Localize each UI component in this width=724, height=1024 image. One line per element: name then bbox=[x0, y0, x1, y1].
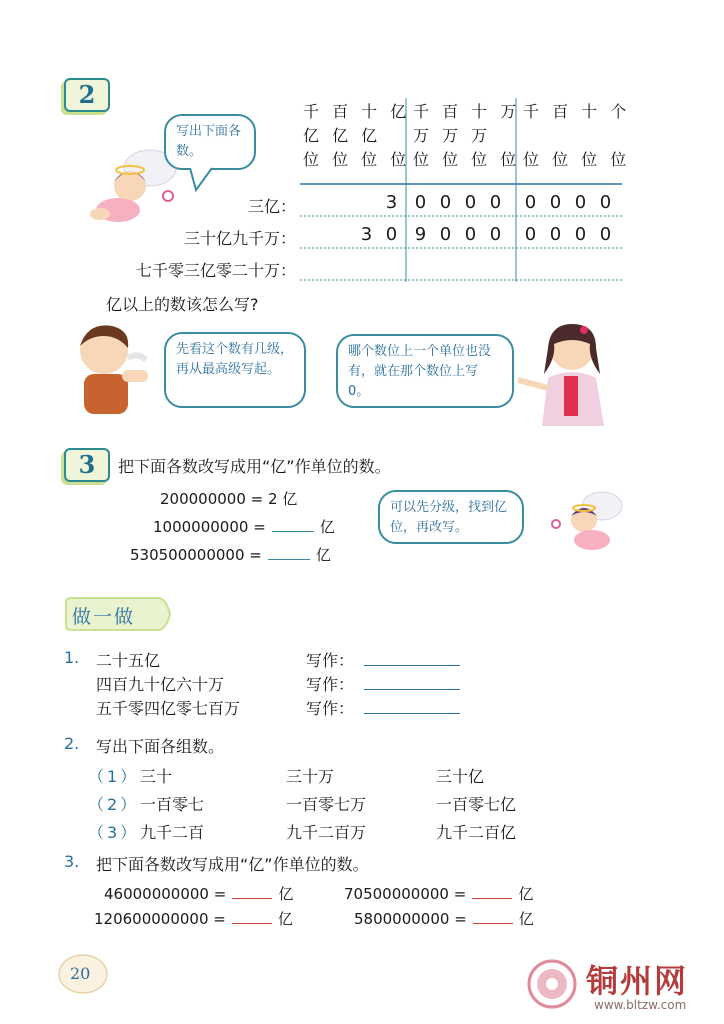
q3-title: 把下面各数改写成用“亿”作单位的数。 bbox=[96, 855, 369, 874]
practice-title: 做一做 bbox=[72, 606, 136, 628]
digit-cell bbox=[304, 192, 329, 213]
row-digits-ge bbox=[518, 192, 618, 213]
boy-speech-bubble bbox=[164, 332, 306, 408]
digit-cell: 0 bbox=[414, 192, 427, 213]
q1-item: 五千零四亿零七百万 bbox=[96, 699, 241, 718]
q1-write bbox=[306, 672, 460, 695]
q3-expression: 5800000000 = bbox=[354, 910, 467, 928]
q3-item bbox=[354, 908, 534, 929]
write-label: 写作： bbox=[306, 699, 355, 718]
q3-item bbox=[94, 908, 293, 929]
digit-cell bbox=[304, 224, 329, 245]
q3-expression: 120600000000 = bbox=[94, 910, 226, 928]
place-value-table-grid bbox=[296, 96, 631, 286]
digit-cell: 0 bbox=[574, 224, 587, 245]
q1-number: 1. bbox=[64, 648, 80, 667]
q2-group-label: （2） bbox=[88, 795, 140, 814]
answer-blank[interactable] bbox=[472, 884, 512, 899]
q1-write bbox=[306, 696, 460, 719]
girl-illustration bbox=[514, 318, 624, 428]
boy-speech-text: 先看这个数有几级，再从最高级写起。 bbox=[176, 342, 294, 377]
answer-blank[interactable] bbox=[232, 884, 272, 899]
digit-cell: 0 bbox=[464, 192, 477, 213]
unit-label: 亿 bbox=[278, 885, 294, 903]
digit-cell: 0 bbox=[549, 192, 562, 213]
q2-item: 一百零七万 bbox=[286, 795, 367, 814]
q3-expression: 46000000000 = bbox=[104, 885, 227, 903]
example-2-badge: 2 bbox=[64, 78, 110, 112]
girl-speech-bubble bbox=[336, 334, 514, 408]
digit-cell: 0 bbox=[524, 192, 537, 213]
conversion-expression: 1000000000 = bbox=[153, 518, 266, 536]
digit-cell: 3 bbox=[385, 192, 398, 213]
write-label: 写作： bbox=[306, 651, 355, 670]
digit-cell: 3 bbox=[360, 224, 373, 245]
watermark-seal-icon bbox=[526, 958, 578, 1010]
q2-item: 三十万 bbox=[286, 767, 335, 786]
hint-speech-bubble bbox=[378, 490, 524, 544]
digit-cell: 0 bbox=[524, 224, 537, 245]
row-digits-yi bbox=[304, 192, 404, 213]
digit-cell: 0 bbox=[599, 224, 612, 245]
wan-header-line: 千 百 十 万 bbox=[413, 102, 521, 121]
page-number: 20 bbox=[70, 964, 91, 983]
wan-header-line: 万 万 万 bbox=[413, 126, 492, 145]
answer-line[interactable] bbox=[364, 675, 460, 690]
unit-label: 亿 bbox=[315, 546, 331, 564]
conversion-line-3 bbox=[130, 544, 331, 565]
angel-speech-text: 写出下面各数。 bbox=[176, 124, 242, 159]
q3-item bbox=[104, 883, 293, 904]
conversion-line-2 bbox=[153, 516, 335, 537]
q1-item: 二十五亿 bbox=[96, 651, 161, 670]
digit-cell: 0 bbox=[574, 192, 587, 213]
conversion-expression: 530500000000 = bbox=[130, 546, 262, 564]
watermark-url: www.bltzw.com bbox=[594, 998, 687, 1012]
digit-cell: 9 bbox=[414, 224, 427, 245]
q3-expression: 70500000000 = bbox=[344, 885, 467, 903]
example-3-badge: 3 bbox=[64, 448, 110, 482]
unit-label: 亿 bbox=[277, 910, 293, 928]
unit-label: 亿 bbox=[319, 518, 335, 536]
digit-cell: 0 bbox=[489, 224, 502, 245]
q3-number: 3. bbox=[64, 852, 80, 871]
answer-line[interactable] bbox=[364, 651, 460, 666]
row-label-seven-thousand-yi: 七千零三亿零二十万： bbox=[135, 261, 296, 280]
boy-illustration bbox=[68, 318, 160, 418]
girl-speech-text: 哪个数位上一个单位也没有，就在那个数位上写 0。 bbox=[348, 344, 492, 399]
conversion-expression: 200000000 = 2 亿 bbox=[160, 490, 298, 508]
q2-group-label: （3） bbox=[88, 823, 140, 842]
digit-cell: 0 bbox=[489, 192, 502, 213]
answer-blank[interactable] bbox=[473, 909, 513, 924]
q2-item: 三十亿 bbox=[436, 767, 485, 786]
answer-line[interactable] bbox=[364, 699, 460, 714]
row-digits-yi bbox=[304, 224, 404, 245]
q2-item: 三十 bbox=[140, 767, 173, 786]
ge-header-line: 千 百 十 个 bbox=[523, 102, 631, 121]
digit-cell: 0 bbox=[549, 224, 562, 245]
q1-item: 四百九十亿六十万 bbox=[96, 675, 225, 694]
write-label: 写作： bbox=[306, 675, 355, 694]
row-digits-wan bbox=[408, 224, 508, 245]
q2-number: 2. bbox=[64, 734, 80, 753]
answer-blank[interactable] bbox=[232, 909, 272, 924]
question-text: 亿以上的数该怎么写? bbox=[106, 295, 259, 314]
q2-group-label: （1） bbox=[88, 767, 140, 786]
angel-girl-small-illustration bbox=[540, 490, 626, 560]
unit-label: 亿 bbox=[518, 910, 534, 928]
digit-cell: 0 bbox=[439, 192, 452, 213]
example-3-instruction: 把下面各数改写成用“亿”作单位的数。 bbox=[118, 457, 391, 476]
bubble-tail bbox=[186, 166, 216, 192]
digit-cell: 0 bbox=[385, 224, 398, 245]
answer-blank[interactable] bbox=[272, 517, 314, 532]
q2-item: 九千二百 bbox=[140, 823, 205, 842]
q2-item: 九千二百亿 bbox=[436, 823, 517, 842]
row-digits-ge bbox=[518, 224, 618, 245]
q2-item: 九千二百万 bbox=[286, 823, 367, 842]
q2-item: 一百零七 bbox=[140, 795, 205, 814]
q2-item: 一百零七亿 bbox=[436, 795, 517, 814]
row-digits-wan bbox=[408, 192, 508, 213]
digit-cell: 0 bbox=[599, 192, 612, 213]
q1-write bbox=[306, 648, 460, 671]
wan-header-line: 位 位 位 位 bbox=[413, 150, 521, 169]
row-label-three-yi: 三亿： bbox=[247, 197, 296, 216]
yi-header-line: 位 位 位 位 bbox=[303, 150, 411, 169]
digit-cell: 0 bbox=[464, 224, 477, 245]
digit-cell bbox=[329, 224, 354, 245]
watermark-title: 铜州网 bbox=[586, 962, 689, 1000]
digit-cell: 0 bbox=[439, 224, 452, 245]
hint-speech-text: 可以先分级，找到亿位，再改写。 bbox=[390, 500, 508, 535]
unit-label: 亿 bbox=[518, 885, 534, 903]
angel-speech-bubble bbox=[164, 114, 256, 170]
q3-item bbox=[344, 883, 533, 904]
yi-header-line: 亿 亿 亿 bbox=[303, 126, 382, 145]
row-label-thirty-yi: 三十亿九千万： bbox=[183, 229, 296, 248]
ge-header-line: 位 位 位 位 bbox=[523, 150, 631, 169]
digit-cell bbox=[354, 192, 379, 213]
answer-blank[interactable] bbox=[268, 545, 310, 560]
q2-title: 写出下面各组数。 bbox=[96, 737, 225, 756]
yi-header-line: 千 百 十 亿 bbox=[303, 102, 411, 121]
conversion-line-1 bbox=[160, 488, 297, 509]
digit-cell bbox=[329, 192, 354, 213]
